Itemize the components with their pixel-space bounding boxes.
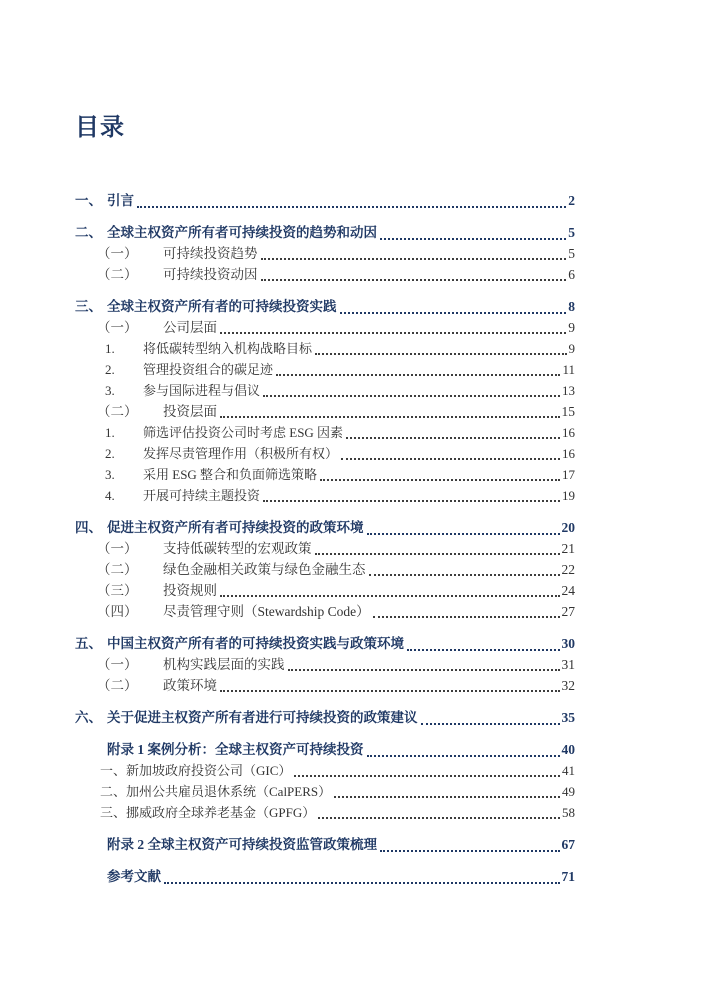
toc-row[interactable]: [75, 296, 575, 317]
toc-entry-text: 全球主权资产所有者的可持续投资实践: [107, 299, 337, 314]
dotted-leader: [164, 882, 560, 884]
toc-entry-prefix: （二）: [97, 562, 138, 577]
toc-row[interactable]: [75, 601, 575, 622]
toc-entry-prefix: 1.: [105, 425, 115, 440]
dotted-leader: [315, 353, 566, 355]
toc-page-number: 35: [561, 710, 575, 725]
toc-page-number: 71: [561, 869, 575, 884]
toc-row[interactable]: [75, 866, 575, 887]
toc-entry-prefix: 4.: [105, 488, 115, 503]
toc-entry-text: 支持低碳转型的宏观政策: [163, 541, 312, 556]
toc-row[interactable]: [75, 401, 575, 422]
toc-page-number: 13: [562, 383, 575, 398]
toc-row[interactable]: [75, 243, 575, 264]
toc-page-number: 8: [568, 299, 575, 314]
dotted-leader: [220, 332, 566, 334]
toc-entry-prefix: （一）: [97, 541, 138, 556]
toc-row[interactable]: [75, 760, 575, 781]
toc-entry-text: 政策环境: [163, 678, 217, 693]
toc-row[interactable]: [75, 559, 575, 580]
toc-page-number: 49: [562, 784, 575, 799]
toc-entry-text: 投资层面: [163, 404, 217, 419]
toc-row[interactable]: [75, 317, 575, 338]
dotted-leader: [367, 755, 560, 757]
toc-row[interactable]: [75, 443, 575, 464]
dotted-leader: [320, 479, 560, 481]
toc-page-number: 58: [562, 805, 575, 820]
toc-entry-text: 可持续投资趋势: [163, 246, 258, 261]
toc-page-number: 20: [561, 520, 575, 535]
toc-page-number: 30: [561, 636, 575, 651]
toc-entry-text: 采用 ESG 整合和负面筛选策略: [143, 467, 318, 482]
dotted-leader: [369, 574, 560, 576]
dotted-leader: [276, 374, 560, 376]
toc-page-number: 67: [561, 837, 575, 852]
toc-page-number: 9: [568, 341, 575, 356]
toc-entry-prefix: 2.: [105, 446, 115, 461]
toc-row[interactable]: [75, 633, 575, 654]
toc-row[interactable]: [75, 190, 575, 211]
table-of-contents: [75, 190, 575, 887]
toc-entry-text: 尽责管理守则（Stewardship Code）: [163, 604, 370, 619]
dotted-leader: [346, 437, 560, 439]
toc-entry-text: 中国主权资产所有者的可持续投资实践与政策环境: [107, 636, 404, 651]
toc-page-number: 6: [568, 267, 575, 282]
toc-entry-prefix: 1.: [105, 341, 115, 356]
dotted-leader: [137, 206, 566, 208]
toc-page-number: 41: [562, 763, 575, 778]
toc-entry-prefix: （二）: [97, 267, 138, 282]
toc-entry-prefix: 3.: [105, 467, 115, 482]
toc-entry-text: 开展可持续主题投资: [143, 488, 261, 503]
toc-entry-prefix: （二）: [97, 678, 138, 693]
toc-entry-prefix: （一）: [97, 246, 138, 261]
toc-page-number: 5: [568, 225, 575, 240]
dotted-leader: [261, 279, 567, 281]
toc-page-number: 19: [562, 488, 575, 503]
toc-row[interactable]: [75, 834, 575, 855]
toc-page-number: 40: [561, 742, 575, 757]
dotted-leader: [341, 458, 560, 460]
toc-entry-text: 二、加州公共雇员退休系统（CalPERS）: [100, 784, 332, 799]
toc-entry-prefix: 六、: [75, 710, 102, 725]
toc-entry-text: 管理投资组合的碳足迹: [143, 362, 274, 377]
toc-row[interactable]: [75, 538, 575, 559]
toc-row[interactable]: [75, 338, 575, 359]
toc-page-number: 21: [561, 541, 575, 556]
toc-entry-prefix: 三、: [75, 299, 102, 314]
toc-entry-text: 全球主权资产所有者可持续投资的趋势和动因: [107, 225, 377, 240]
toc-entry-text: 参考文献: [107, 869, 161, 884]
toc-entry-text: 附录 1 案例分析：全球主权资产可持续投资: [107, 742, 364, 757]
toc-row[interactable]: [75, 654, 575, 675]
toc-row[interactable]: [75, 517, 575, 538]
dotted-leader: [407, 649, 560, 651]
toc-page-number: 11: [562, 362, 575, 377]
toc-row[interactable]: [75, 359, 575, 380]
toc-row[interactable]: [75, 739, 575, 760]
dotted-leader: [263, 500, 560, 502]
dotted-leader: [315, 553, 560, 555]
dotted-leader: [340, 312, 567, 314]
toc-page-number: 9: [568, 320, 575, 335]
dotted-leader: [220, 690, 560, 692]
toc-entry-text: 可持续投资动因: [163, 267, 258, 282]
toc-row[interactable]: [75, 422, 575, 443]
toc-entry-text: 引言: [107, 193, 134, 208]
toc-row[interactable]: [75, 580, 575, 601]
dotted-leader: [263, 395, 560, 397]
dotted-leader: [380, 850, 560, 852]
toc-entry-text: 绿色金融相关政策与绿色金融生态: [163, 562, 366, 577]
toc-entry-prefix: （一）: [97, 657, 138, 672]
toc-entry-text: 促进主权资产所有者可持续投资的政策环境: [107, 520, 364, 535]
toc-entry-text: 公司层面: [163, 320, 217, 335]
toc-entry-prefix: 一、: [75, 193, 102, 208]
toc-entry-prefix: 四、: [75, 520, 102, 535]
toc-page-number: 27: [561, 604, 575, 619]
dotted-leader: [380, 238, 566, 240]
dotted-leader: [367, 533, 560, 535]
dotted-leader: [261, 258, 567, 260]
toc-row[interactable]: [75, 464, 575, 485]
toc-entry-text: 将低碳转型纳入机构战略目标: [143, 341, 313, 356]
dotted-leader: [294, 775, 560, 777]
toc-entry-prefix: 2.: [105, 362, 115, 377]
toc-entry-text: 关于促进主权资产所有者进行可持续投资的政策建议: [107, 710, 418, 725]
toc-entry-prefix: （四）: [97, 604, 138, 619]
toc-page-number: 22: [561, 562, 575, 577]
toc-page-number: 16: [562, 446, 575, 461]
toc-entry-prefix: 五、: [75, 636, 102, 651]
toc-row[interactable]: [75, 380, 575, 401]
toc-page-number: 32: [561, 678, 575, 693]
toc-row[interactable]: [75, 675, 575, 696]
toc-page-number: 24: [561, 583, 575, 598]
toc-entry-text: 一、新加坡政府投资公司（GIC）: [100, 763, 292, 778]
toc-entry-text: 机构实践层面的实践: [163, 657, 285, 672]
toc-row[interactable]: [75, 485, 575, 506]
toc-entry-text: 附录 2 全球主权资产可持续投资监管政策梳理: [107, 837, 377, 852]
dotted-leader: [318, 817, 560, 819]
dotted-leader: [373, 616, 560, 618]
toc-entry-text: 发挥尽责管理作用（积极所有权）: [143, 446, 339, 461]
toc-entry-prefix: （二）: [97, 404, 138, 419]
dotted-leader: [220, 595, 560, 597]
toc-row[interactable]: [75, 781, 575, 802]
toc-page-number: 15: [561, 404, 575, 419]
toc-row[interactable]: [75, 222, 575, 243]
toc-row[interactable]: [75, 707, 575, 728]
toc-entry-prefix: 二、: [75, 225, 102, 240]
toc-entry-text: 筛选评估投资公司时考虑 ESG 因素: [143, 425, 344, 440]
dotted-leader: [220, 416, 560, 418]
toc-page-number: 17: [562, 467, 575, 482]
toc-entry-text: 参与国际进程与倡议: [143, 383, 261, 398]
toc-entry-text: 三、挪威政府全球养老基金（GPFG）: [100, 805, 316, 820]
toc-page-number: 2: [568, 193, 575, 208]
toc-entry-prefix: （一）: [97, 320, 138, 335]
toc-entry-prefix: （三）: [97, 583, 138, 598]
toc-entry-prefix: 3.: [105, 383, 115, 398]
toc-page-number: 31: [561, 657, 575, 672]
toc-entry-text: 投资规则: [163, 583, 217, 598]
toc-row[interactable]: [75, 802, 575, 823]
toc-row[interactable]: [75, 264, 575, 285]
dotted-leader: [288, 669, 560, 671]
dotted-leader: [334, 796, 560, 798]
page-title: 目录: [75, 114, 125, 141]
dotted-leader: [421, 723, 560, 725]
toc-page-number: 5: [568, 246, 575, 261]
toc-page-number: 16: [562, 425, 575, 440]
